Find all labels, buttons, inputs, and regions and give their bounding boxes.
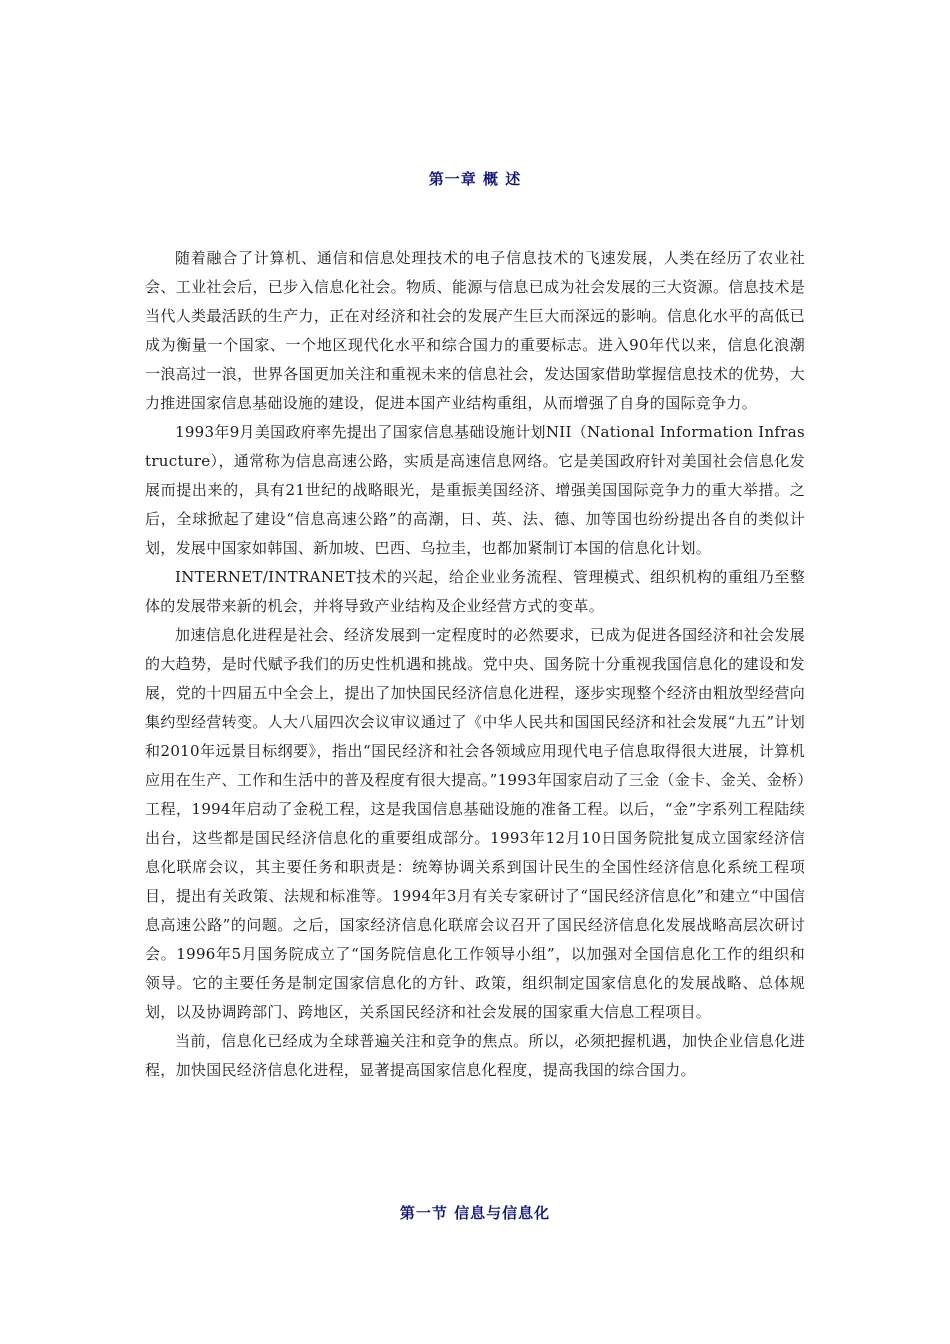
paragraph-nii: 1993年9月美国政府率先提出了国家信息基础设施计划NII（National Information Infrastructure），通常称为信息高速公路，实质是高速信息网络。它是美国政府针对美国社会信息化发展而提出来的，具有21世纪的战略眼光，是重振美国经济、增强美国国际竞争力的重大举措。之后，全球掀起了建设“信息高速公路”的高潮，日、英、法、德、加等国也纷纷提出各自的类似计划，发展中国家如韩国、新加坡、巴西、乌拉圭，也都加紧制订本国的信息化计划。 [145,423,805,557]
paragraph-conclusion: 当前，信息化已经成为全球普遍关注和竞争的焦点。所以，必须把握机遇，加快企业信息化进程，加快国民经济信息化进程，显著提高国家信息化程度，提高我国的综合国力。 [145,1032,805,1079]
paragraph-informatization-progress: 加速信息化进程是社会、经济发展到一定程度时的必然要求，已成为促进各国经济和社会发展的大趋势，是时代赋予我们的历史性机遇和挑战。党中央、国务院十分重视我国信息化的建设和发展，党的十四届五中全会上，提出了加快国民经济信息化进程，逐步实现整个经济由粗放型经营向集约型经营转变。人大八届四次会议审议通过了《中华人民共和国国民经济和社会发展“九五”计划和2010年远景目标纲要》，指出“国民经济和社会各领域应用现代电子信息取得很大进展，计算机应用在生产、工作和生活中的普及程度有很大提高。”1993年国家启动了三金（金卡、金关、金桥）工程，1994年启动了金税工程，这是我国信息基础设施的准备工程。以后，“金”字系列工程陆续出台，这些都是国民经济信息化的重要组成部分。1993年12月10日国务院批复成立国家经济信息化联席会议，其主要任务和职责是：统筹协调关系到国计民生的全国性经济信息化系统工程项目，提出有关政策、法规和标准等。1994年3月有关专家研讨了“国民经济信息化”和建立“中国信息高速公路”的问题。之后，国家经济信息化联席会议召开了国民经济信息化发展战略高层次研讨会。1996年5月国务院成立了“国务院信息化工作领导小组”，以加强对全国信息化工作的组织和领导。它的主要任务是制定国家信息化的方针、政策，组织制定国家信息化的发展战略、总体规划，以及协调跨部门、跨地区，关系国民经济和社会发展的国家重大信息工程项目。 [145,626,805,1021]
chapter-title: 第一章 概 述 [428,170,522,188]
section-title: 第一节 信息与信息化 [399,1204,551,1222]
paragraph-intro: 随着融合了计算机、通信和信息处理技术的电子信息技术的飞速发展，人类在经历了农业社会、工业社会后，已步入信息化社会。物质、能源与信息已成为社会发展的三大资源。信息技术是当代人类最活跃的生产力，正在对经济和社会的发展产生巨大而深远的影响。信息化水平的高低已成为衡量一个国家、一个地区现代化水平和综合国力的重要标志。进入90年代以来，信息化浪潮一浪高过一浪，世界各国更加关注和重视未来的信息社会，发达国家借助掌握信息技术的优势，大力推进国家信息基础设施的建设，促进本国产业结构重组，从而增强了自身的国际竞争力。 [145,249,805,412]
paragraph-internet: INTERNET/INTRANET技术的兴起，给企业业务流程、管理模式、组织机构的重组乃至整体的发展带来新的机会，并将导致产业结构及企业经营方式的变革。 [145,568,805,615]
chapter-body [145,244,805,1085]
